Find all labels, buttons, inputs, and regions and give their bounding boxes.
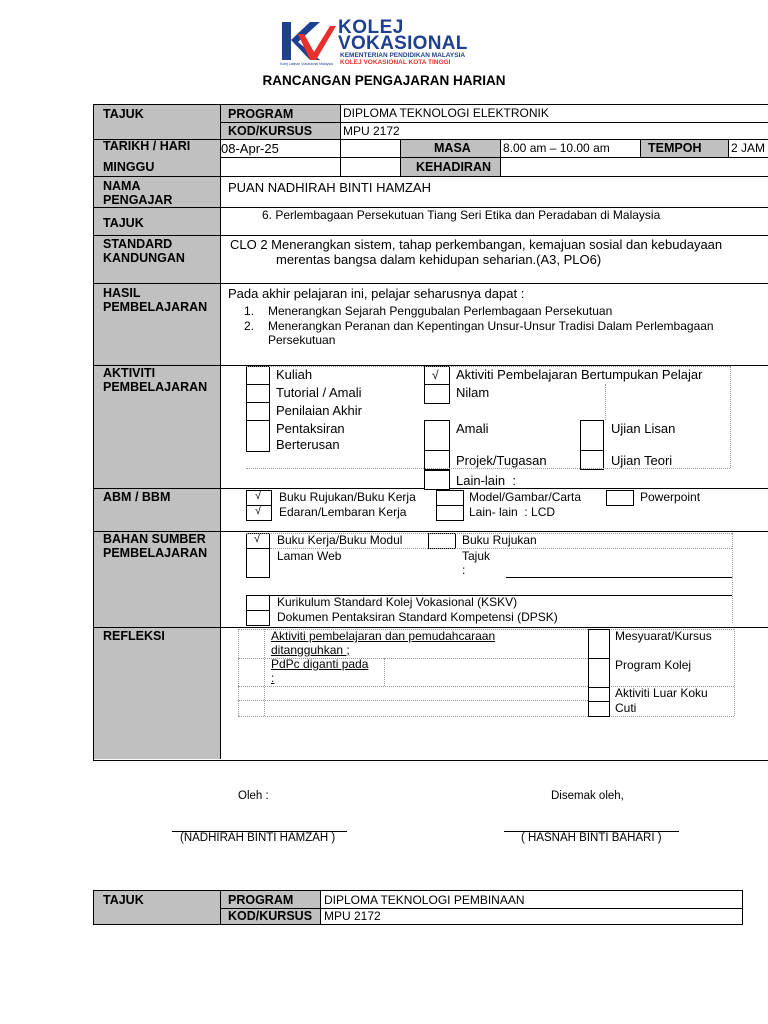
checkbox-kskv[interactable] bbox=[246, 595, 270, 611]
hasil-intro: Pada akhir pelajaran ini, pelajar seharusnya dapat : bbox=[228, 286, 525, 301]
checkbox-amali[interactable] bbox=[424, 420, 450, 452]
logo-tagline: Kolej Latihan Vokasional Malaysia bbox=[280, 62, 333, 66]
logo-text-kementerian: KEMENTERIAN PENDIDIKAN MALAYSIA bbox=[340, 52, 466, 59]
signer-name-2: ( HASNAH BINTI BAHARI ) bbox=[521, 832, 662, 844]
aktiviti-pentaksiran-1: Pentaksiran bbox=[276, 421, 345, 436]
aktiviti-tutorial: Tutorial / Amali bbox=[276, 385, 362, 400]
kod-label: KOD/KURSUS bbox=[228, 124, 313, 138]
logo-text-campus: KOLEJ VOKASIONAL KOTA TINGGI bbox=[340, 59, 451, 66]
checkbox-abp[interactable]: √ bbox=[424, 366, 450, 386]
checkbox-kuliah[interactable] bbox=[246, 366, 270, 386]
checkbox-aktiviti-luar[interactable] bbox=[588, 687, 610, 702]
checkbox-projek[interactable] bbox=[424, 450, 450, 470]
bahan-laman-web: Laman Web bbox=[277, 549, 342, 563]
hasil-item-2: Menerangkan Peranan dan Kepentingan Unsur-Unsur Tradisi Dalam Perlembagaan Persekutuan bbox=[268, 319, 714, 347]
aktiviti-kuliah: Kuliah bbox=[276, 367, 313, 382]
checkbox-buku-kerja[interactable]: √ bbox=[246, 533, 270, 549]
abm-powerpoint: Powerpoint bbox=[640, 490, 701, 504]
aktiviti-label: AKTIVITI PEMBELAJARAN bbox=[103, 366, 208, 394]
checkbox-laman-web[interactable] bbox=[246, 548, 270, 578]
aktiviti-nilam: Nilam bbox=[456, 385, 490, 400]
abm-lain: Lain- lain : LCD bbox=[469, 505, 556, 519]
refleksi-mesyuarat: Mesyuarat/Kursus bbox=[615, 629, 712, 643]
bahan-tajuk: Tajuk bbox=[462, 549, 491, 563]
aktiviti-projek: Projek/Tugasan bbox=[456, 453, 547, 468]
bahan-kskv: Kurikulum Standard Kolej Vokasional (KSKV) bbox=[277, 595, 518, 609]
checkbox-buku-rujukan-bahan[interactable] bbox=[428, 533, 456, 549]
checkbox-edaran[interactable]: √ bbox=[246, 505, 272, 521]
checkbox-program-kolej[interactable] bbox=[588, 658, 610, 688]
tempoh-label: TEMPOH bbox=[648, 141, 702, 155]
aktiviti-teori: Ujian Teori bbox=[611, 453, 673, 468]
hasil-label: HASIL PEMBELAJARAN bbox=[103, 286, 208, 314]
checkbox-nilam[interactable] bbox=[424, 384, 450, 404]
aktiviti-amali: Amali bbox=[456, 421, 489, 436]
hasil-num-2: 2. bbox=[244, 319, 255, 333]
nama-value: PUAN NADHIRAH BINTI HAMZAH bbox=[228, 180, 431, 195]
checkbox-penilaian[interactable] bbox=[246, 402, 270, 422]
standard-line1: CLO 2 Menerangkan sistem, tahap perkembangan, kemajuan sosial dan kebudayaan bbox=[230, 237, 723, 252]
abm-edaran: Edaran/Lembaran Kerja bbox=[279, 505, 407, 519]
bahan-buku-rujukan: Buku Rujukan bbox=[462, 533, 537, 547]
refleksi-luar: Aktiviti Luar Koku bbox=[615, 686, 708, 700]
aktiviti-lainlain: Lain-lain : bbox=[456, 473, 516, 488]
checkbox-teori[interactable] bbox=[580, 450, 604, 470]
bahan-tajuk-colon: : bbox=[462, 563, 466, 577]
bahan-dpsk: Dokumen Pentaksiran Standard Kompetensi (DPSK) bbox=[277, 610, 558, 624]
signer-name-1: (NADHIRAH BINTI HAMZAH ) bbox=[180, 832, 336, 844]
hasil-item-1: Menerangkan Sejarah Penggubalan Perlembagaan Persekutuan bbox=[268, 304, 613, 318]
checkbox-lisan[interactable] bbox=[580, 420, 604, 452]
aktiviti-penilaian: Penilaian Akhir bbox=[276, 403, 362, 418]
kv-logo-icon bbox=[280, 20, 336, 64]
refleksi-pdpc-colon: : bbox=[271, 671, 275, 685]
refleksi-program: Program Kolej bbox=[615, 658, 692, 672]
tajuk2-label: TAJUK bbox=[103, 216, 144, 230]
abm-label: ABM / BBM bbox=[103, 490, 171, 504]
refleksi-pdpc: PdPc diganti pada bbox=[271, 657, 369, 671]
form2-program-value: DIPLOMA TEKNOLOGI PEMBINAAN bbox=[324, 893, 525, 907]
disemak-label: Disemak oleh, bbox=[551, 790, 624, 802]
aktiviti-lisan: Ujian Lisan bbox=[611, 421, 676, 436]
standard-line2: merentas bangsa dalam kehidupan seharian.(A3, PLO6) bbox=[276, 252, 602, 267]
checkbox-pentaksiran[interactable] bbox=[246, 420, 270, 452]
bahan-label: BAHAN SUMBER PEMBELAJARAN bbox=[103, 532, 208, 560]
abm-buku: Buku Rujukan/Buku Kerja bbox=[279, 490, 416, 504]
kod-value: MPU 2172 bbox=[343, 124, 400, 138]
checkbox-buku-rujukan[interactable]: √ bbox=[246, 490, 272, 506]
form2-kod-value: MPU 2172 bbox=[324, 909, 381, 923]
hasil-num-1: 1. bbox=[244, 304, 255, 318]
refleksi-cuti: Cuti bbox=[615, 701, 637, 715]
minggu-label: MINGGU bbox=[103, 160, 155, 174]
checkbox-tutorial[interactable] bbox=[246, 384, 270, 404]
checkbox-dpsk[interactable] bbox=[246, 610, 270, 626]
page-title: RANCANGAN PENGAJARAN HARIAN bbox=[262, 73, 506, 88]
refleksi-aktiviti-1: Aktiviti pembelajaran dan pemudahcaraan bbox=[271, 629, 496, 643]
form2-tajuk-label: TAJUK bbox=[103, 893, 144, 907]
logo-text-vokasional: VOKASIONAL bbox=[338, 33, 468, 54]
checkbox-model[interactable] bbox=[436, 490, 464, 506]
masa-label: MASA bbox=[434, 141, 471, 155]
checkbox-cuti[interactable] bbox=[588, 701, 610, 717]
oleh-label: Oleh : bbox=[238, 790, 269, 802]
tarikh-value: 08-Apr-25 bbox=[221, 141, 279, 156]
tajuk-label: TAJUK bbox=[103, 107, 144, 121]
tajuk2-value: 6. Perlembagaan Persekutuan Tiang Seri Etika dan Peradaban di Malaysia bbox=[262, 208, 661, 222]
logo-text-kolej: KOLEJ bbox=[338, 17, 404, 38]
checkbox-mesyuarat[interactable] bbox=[588, 629, 610, 659]
program-value: DIPLOMA TEKNOLOGI ELEKTRONIK bbox=[343, 106, 549, 120]
nama-label: NAMA PENGAJAR bbox=[103, 179, 173, 207]
form2-kod-label: KOD/KURSUS bbox=[228, 909, 313, 923]
aktiviti-abp: Aktiviti Pembelajaran Bertumpukan Pelajar bbox=[456, 367, 703, 382]
checkbox-lainlain[interactable] bbox=[424, 470, 450, 490]
refleksi-aktiviti-2: ditangguhkan ; bbox=[271, 643, 350, 657]
program-label: PROGRAM bbox=[228, 107, 294, 121]
standard-label: STANDARD KANDUNGAN bbox=[103, 237, 185, 265]
checkbox-lain-abm[interactable] bbox=[436, 505, 464, 521]
college-logo bbox=[280, 18, 490, 68]
bahan-buku-kerja: Buku Kerja/Buku Modul bbox=[277, 533, 403, 547]
masa-value: 8.00 am – 10.00 am bbox=[503, 141, 610, 155]
kehadiran-label: KEHADIRAN bbox=[416, 160, 491, 174]
abm-model: Model/Gambar/Carta bbox=[469, 490, 582, 504]
checkbox-powerpoint[interactable] bbox=[606, 490, 634, 506]
aktiviti-pentaksiran-2: Berterusan bbox=[276, 437, 340, 452]
form2-program-label: PROGRAM bbox=[228, 893, 294, 907]
tarikh-label: TARIKH / HARI bbox=[103, 139, 191, 153]
refleksi-label: REFLEKSI bbox=[103, 629, 165, 643]
tempoh-value: 2 JAM bbox=[731, 141, 766, 155]
